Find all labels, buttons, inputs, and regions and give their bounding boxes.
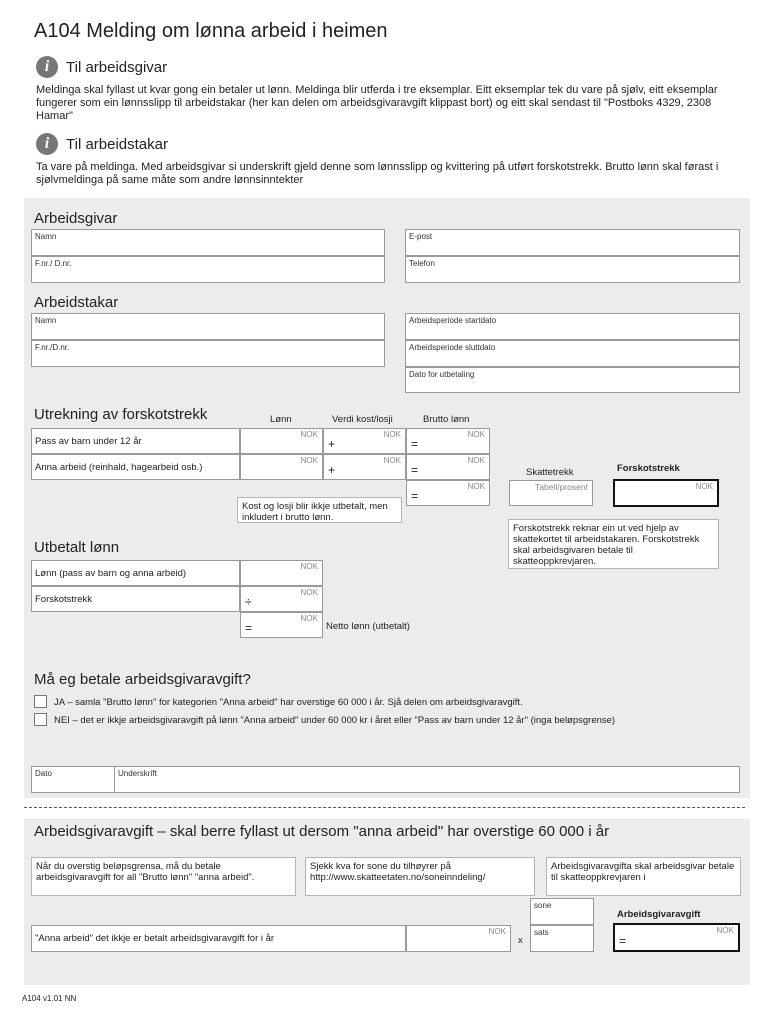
fee-panel — [24, 819, 750, 985]
signature-label: Underskrift — [118, 769, 157, 778]
zone-label: sone — [534, 901, 552, 910]
net-pay-label: Netto lønn (utbetalt) — [326, 621, 410, 632]
yes-checkbox[interactable] — [34, 695, 47, 708]
employer-name-field[interactable] — [31, 229, 385, 256]
fee-result-input[interactable] — [613, 923, 740, 952]
net-pay-input[interactable] — [240, 612, 323, 638]
employee-end-field[interactable] — [405, 340, 740, 367]
board-note: Kost og losji blir ikkje utbetalt, men inkludert i brutto lønn. — [237, 497, 402, 523]
fee-section-heading: Arbeidsgivaravgift – skal berre fyllast ut dersom "anna arbeid" har overstige 60 000 i år — [34, 823, 610, 840]
employee-end-label: Arbeidsperiode sluttdato — [409, 343, 496, 352]
employee-info-text: Ta vare på meldinga. Med arbeidsgivar si underskrift gjeld denne som lønnsslipp og kvittering på utført forskotstrekk. Brutto lønn skal førast i sjølvmeldinga på same måte som andre lønnsinntekter — [36, 161, 719, 186]
equals-sign: = — [411, 463, 419, 477]
currency-label: NOK — [383, 456, 401, 465]
equals-sign: = — [245, 621, 253, 635]
row-childcare-label: Pass av barn under 12 år — [31, 428, 240, 454]
tax-label: Skattetrekk — [526, 467, 574, 478]
employer-info-heading — [36, 56, 167, 78]
plus-sign: + — [328, 463, 336, 477]
currency-label: NOK — [300, 456, 318, 465]
employer-name-label: Namn — [35, 232, 57, 241]
col-board-header: Verdi kost/losji — [332, 414, 393, 425]
fee-result-label: Arbeidsgivaravgift — [617, 909, 701, 920]
fee-row-label: "Anna arbeid" det ikkje er betalt arbeidsgivaravgift for i år — [31, 925, 406, 952]
yes-label: JA – samla "Brutto lønn" for kategorien "Anna arbeid" har overstige 60 000 i år. Sjå delen om arbeidsgivaravgift. — [54, 697, 523, 708]
equals-sign: = — [619, 934, 627, 948]
currency-label: NOK — [467, 430, 485, 439]
withholding-result-input[interactable] — [613, 479, 719, 507]
employee-info-heading — [36, 133, 168, 155]
employee-info-title: Til arbeidstakar — [66, 135, 168, 153]
childcare-wage-input[interactable] — [240, 428, 323, 454]
payout-wage-input[interactable] — [240, 560, 323, 586]
rate-input[interactable] — [530, 925, 594, 952]
no-label: NEI – det er ikkje arbeidsgivaravgift på lønn "Anna arbeid" under 60 000 kr i året eller "Pass av barn under 12 år" (inga beløpsgrense) — [54, 715, 616, 726]
other-wage-input[interactable] — [240, 454, 323, 480]
employer-info-text: Meldinga skal fyllast ut kvar gong ein betaler ut lønn. Meldinga blir utferda i tre eksemplar. Eitt eksemplar tek du vare på sjølv, eitt eksemplar fungerer som ein lønnsslipp til arbeidstakar (her kan delen om arbeidsgivaravgift klippast bort) og eitt skal sendast til "Postboks 4329, 2308 Hamar" — [36, 84, 718, 122]
withholding-result-label: Forskotstrekk — [617, 463, 680, 474]
rate-label: sats — [534, 928, 549, 937]
employer-id-label: F.nr./ D.nr. — [35, 259, 72, 268]
col-gross-header: Brutto lønn — [423, 414, 470, 425]
employee-paydate-field[interactable] — [405, 367, 740, 393]
fee-question-heading: Må eg betale arbeidsgivaravgift? — [34, 671, 251, 688]
fee-note-3: Arbeidsgivaravgifta skal arbeidsgivar betale til skatteoppkrevjaren i — [546, 857, 741, 896]
employer-phone-label: Telefon — [409, 259, 435, 268]
employee-name-field[interactable] — [31, 313, 385, 340]
other-board-input[interactable] — [323, 454, 406, 480]
other-gross-input[interactable] — [406, 454, 490, 480]
date-field[interactable] — [31, 766, 115, 793]
childcare-board-input[interactable] — [323, 428, 406, 454]
no-checkbox[interactable] — [34, 713, 47, 726]
cut-line — [24, 807, 745, 808]
employer-email-field[interactable] — [405, 229, 740, 256]
tax-rate-placeholder: Tabell/prosent — [535, 482, 588, 492]
tax-note: Forskotstrekk reknar ein ut ved hjelp av skattekortet til arbeidstakaren. Forskotstrekk skal arbeidsgivaren betale til skatteoppkrevjaren. — [508, 519, 719, 569]
employer-info-title: Til arbeidsgivar — [66, 58, 168, 76]
plus-sign: + — [328, 437, 336, 451]
page-title: A104 Melding om lønna arbeid i heimen — [34, 20, 388, 42]
payout-wage-label: Lønn (pass av barn og anna arbeid) — [31, 560, 240, 586]
employer-phone-field[interactable] — [405, 256, 740, 283]
total-gross-input[interactable] — [406, 480, 490, 506]
equals-sign: = — [411, 489, 419, 503]
info-icon: i — [36, 56, 58, 78]
currency-label: NOK — [300, 614, 318, 623]
payout-heading: Utbetalt lønn — [34, 539, 120, 556]
currency-label: NOK — [383, 430, 401, 439]
zone-input[interactable] — [530, 898, 594, 925]
tax-rate-input[interactable] — [509, 480, 593, 506]
currency-label: NOK — [467, 482, 485, 491]
payout-withholding-input[interactable] — [240, 586, 323, 612]
currency-label: NOK — [300, 430, 318, 439]
employer-id-field[interactable] — [31, 256, 385, 283]
col-wage-header: Lønn — [270, 414, 292, 425]
employer-heading: Arbeidsgivar — [34, 210, 118, 227]
employee-name-label: Namn — [35, 316, 57, 325]
info-icon: i — [36, 133, 58, 155]
fee-note-2: Sjekk kva for sone du tilhøyrer på http://www.skatteetaten.no/soneinndeling/ — [305, 857, 535, 896]
fee-amount-input[interactable] — [406, 925, 511, 952]
employee-start-label: Arbeidsperiode startdato — [409, 316, 497, 325]
employee-paydate-label: Dato for utbetaling — [409, 370, 475, 379]
date-label: Dato — [35, 769, 52, 778]
form-version: A104 v1.01 NN — [22, 994, 77, 1003]
employee-id-field[interactable] — [31, 340, 385, 367]
currency-label: NOK — [300, 562, 318, 571]
childcare-gross-input[interactable] — [406, 428, 490, 454]
currency-label: NOK — [467, 456, 485, 465]
payout-withholding-label: Forskotstrekk — [31, 586, 240, 612]
employee-heading: Arbeidstakar — [34, 294, 119, 311]
fee-note-1: Når du overstig beløpsgrensa, må du betale arbeidsgivaravgift for all "Brutto lønn" "anna arbeid". — [31, 857, 296, 896]
times-sign: x — [518, 935, 523, 946]
employee-id-label: F.nr./D.nr. — [35, 343, 70, 352]
employee-start-field[interactable] — [405, 313, 740, 340]
minus-sign: ÷ — [245, 595, 252, 609]
signature-field[interactable] — [114, 766, 740, 793]
currency-label: NOK — [695, 482, 713, 491]
row-other-work-label: Anna arbeid (reinhald, hagearbeid osb.) — [31, 454, 240, 480]
equals-sign: = — [411, 437, 419, 451]
employer-email-label: E-post — [409, 232, 433, 241]
withholding-heading: Utrekning av forskotstrekk — [34, 406, 208, 423]
currency-label: NOK — [488, 927, 506, 936]
currency-label: NOK — [716, 926, 734, 935]
currency-label: NOK — [300, 588, 318, 597]
